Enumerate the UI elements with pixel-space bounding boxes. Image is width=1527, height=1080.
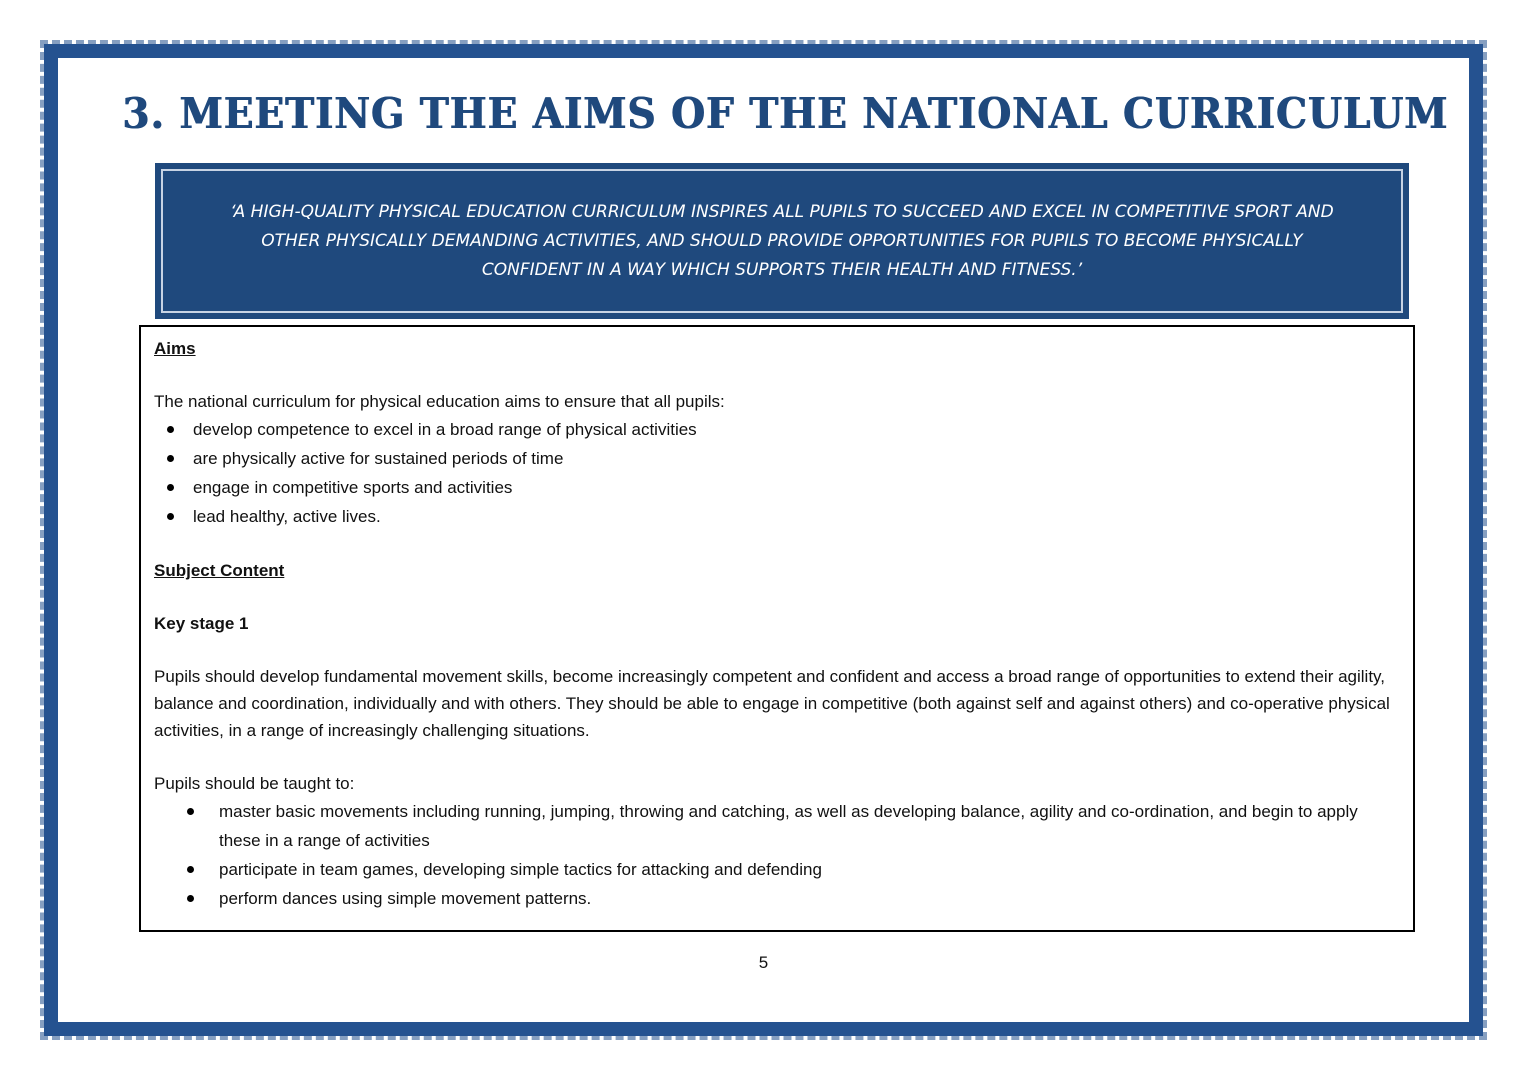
spacer	[154, 531, 1400, 557]
bullet-icon	[187, 895, 194, 902]
list-item-text: are physically active for sustained periods of time	[193, 449, 564, 468]
bullet-icon	[187, 866, 194, 873]
list-item	[154, 855, 1400, 884]
list-item-text: develop competence to excel in a broad range of physical activities	[193, 420, 697, 439]
list-item-text: engage in competitive sports and activities	[193, 478, 513, 497]
taught-intro: Pupils should be taught to:	[154, 774, 355, 793]
list-item-text: participate in team games, developing simple tactics for attacking and defending	[219, 860, 822, 879]
spacer	[154, 584, 1400, 610]
curriculum-quote: ‘A HIGH-QUALITY PHYSICAL EDUCATION CURRICULUM INSPIRES ALL PUPILS TO SUCCEED AND EXCEL IN COMPETITIVE SPORT AND OTHER PHYSICALLY DEMANDING ACTIVITIES, AND SHOULD PROVIDE OPPORTUNITIES FOR PUPILS TO BECOME PHYSICALLY CONFIDENT IN A WAY WHICH SUPPORTS THEIR HEALTH AND FITNESS.’	[230, 201, 1334, 280]
aims-intro: The national curriculum for physical education aims to ensure that all pupils:	[154, 392, 725, 411]
list-item	[154, 884, 1400, 913]
quote-inner-border	[161, 169, 1403, 313]
page-frame	[44, 44, 1483, 1036]
list-item-text: perform dances using simple movement patterns.	[219, 889, 592, 908]
list-item-text: lead healthy, active lives.	[193, 507, 381, 526]
list-item	[154, 473, 1400, 502]
bullet-icon	[167, 455, 174, 462]
page-number: 5	[758, 953, 769, 972]
key-stage-heading: Key stage 1	[154, 614, 249, 633]
spacer	[154, 637, 1400, 663]
aims-list	[154, 415, 1400, 531]
page-title: 3. MEETING THE AIMS OF THE NATIONAL CURRICULUM	[122, 89, 1449, 138]
spacer	[154, 744, 1400, 770]
subject-content-heading: Subject Content	[154, 561, 285, 580]
list-item	[154, 797, 1400, 855]
content-box	[139, 325, 1415, 932]
bullet-icon	[167, 484, 174, 491]
list-item	[154, 502, 1400, 531]
list-item-text: master basic movements including running, jumping, throwing and catching, as well as developing balance, agility and co-ordination, and begin to apply these in a range of activities	[219, 802, 1358, 850]
spacer	[154, 362, 1400, 388]
quote-box	[155, 163, 1409, 319]
list-item	[154, 444, 1400, 473]
aims-heading: Aims	[154, 339, 196, 358]
bullet-icon	[187, 808, 194, 815]
list-item	[154, 415, 1400, 444]
bullet-icon	[167, 513, 174, 520]
bullet-icon	[167, 426, 174, 433]
key-stage-paragraph: Pupils should develop fundamental movement skills, become increasingly competent and confident and access a broad range of opportunities to extend their agility, balance and coordination, individually and with others. They should be able to engage in competitive (both against self and against others) and co-operative physical activities, in a range of increasingly challenging situations.	[154, 667, 1390, 740]
taught-list	[154, 797, 1400, 913]
